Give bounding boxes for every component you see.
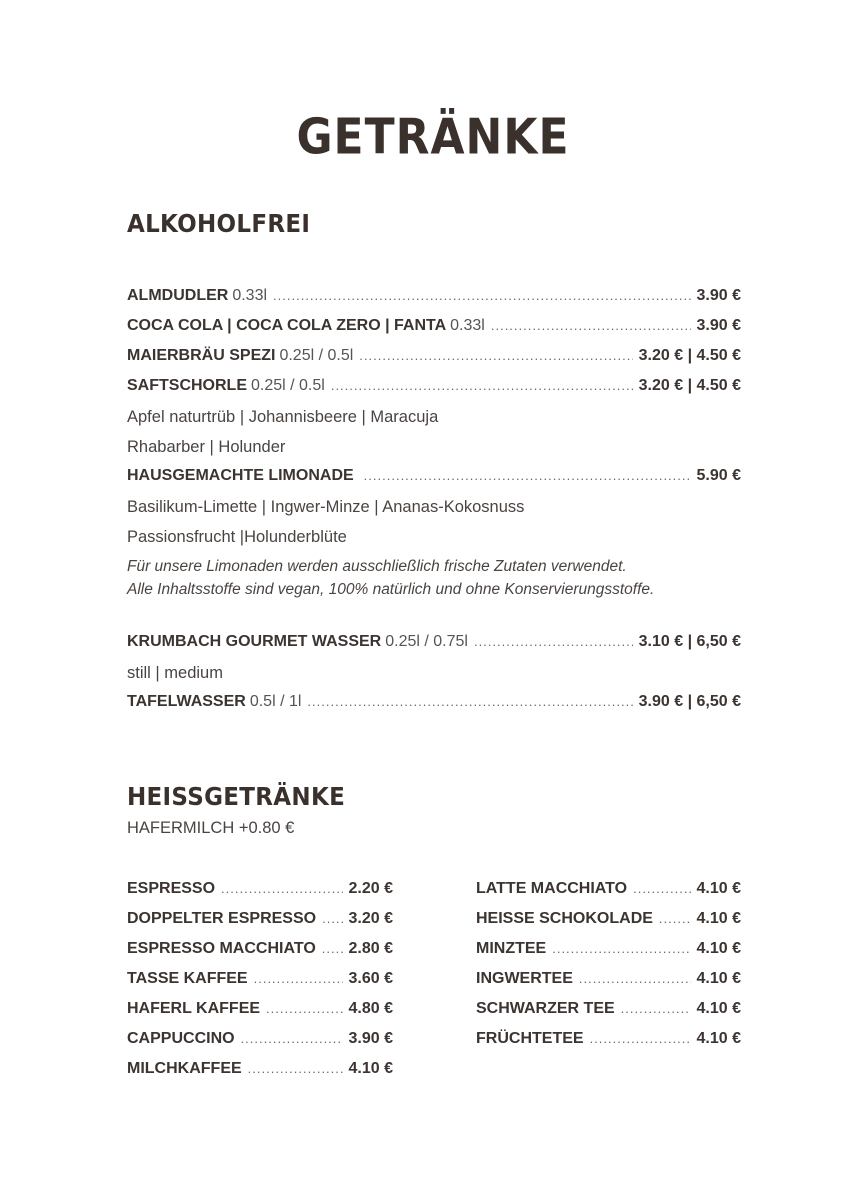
dot-leader — [273, 284, 690, 308]
item-price: 4.10 € — [696, 910, 741, 927]
dot-leader — [254, 967, 343, 991]
dot-leader — [552, 937, 690, 961]
dot-leader — [221, 877, 342, 901]
dot-leader — [322, 937, 343, 961]
item-name: SCHWARZER TEE — [476, 1000, 615, 1017]
item-size: 0.33l — [232, 287, 268, 304]
limonade-note: Alle Inhaltsstoffe sind vegan, 100% natürlich und ohne Konservierungsstoffe. — [127, 581, 655, 598]
dot-leader — [266, 997, 342, 1021]
item-name: HAUSGEMACHTE LIMONADE — [127, 467, 354, 484]
item-price: 3.20 € — [348, 910, 393, 927]
menu-item — [476, 967, 741, 991]
flavor-list: Passionsfrucht |Holunderblüte — [127, 528, 347, 546]
section-title-heissgetraenke: HEISSGETRÄNKE — [127, 783, 346, 812]
item-name: SAFTSCHORLE — [127, 377, 247, 394]
item-name: MAIERBRÄU SPEZI — [127, 347, 276, 364]
item-size: 0.25l / 0.5l — [279, 347, 354, 364]
item-price: 4.10 € — [696, 1030, 741, 1047]
menu-item — [127, 967, 393, 991]
item-price: 5.90 € — [696, 467, 741, 484]
item-name: HEISSE SCHOKOLADE — [476, 910, 653, 927]
item-size: 0.33l — [450, 317, 485, 334]
dot-leader — [359, 344, 632, 368]
item-price: 3.90 € — [696, 317, 741, 334]
menu-item — [127, 690, 741, 714]
item-price: 4.10 € — [696, 970, 741, 987]
item-name: DOPPELTER ESPRESSO — [127, 910, 317, 927]
menu-item — [476, 907, 741, 931]
menu-item — [476, 937, 741, 961]
menu-item — [127, 877, 393, 901]
menu-item — [127, 374, 741, 398]
item-price: 3.20 € | 4.50 € — [638, 347, 741, 364]
item-price: 2.20 € — [348, 880, 393, 897]
item-name: MILCHKAFFEE — [127, 1060, 242, 1077]
item-name: COCA COLA | COCA COLA ZERO | FANTA — [127, 317, 447, 334]
menu-item — [476, 1027, 741, 1051]
item-price: 3.90 € — [696, 287, 741, 304]
menu-item — [127, 314, 741, 338]
menu-item — [127, 907, 393, 931]
item-name: TAFELWASSER — [127, 693, 246, 710]
item-price: 3.90 € — [348, 1030, 393, 1047]
item-size: 0.5l / 1l — [249, 693, 302, 710]
menu-item — [127, 464, 741, 488]
menu-item — [127, 1027, 393, 1051]
item-name: CAPPUCCINO — [127, 1030, 235, 1047]
item-name: INGWERTEE — [476, 970, 573, 987]
menu-item — [127, 284, 741, 308]
menu-item — [127, 1057, 393, 1081]
menu-item — [476, 997, 741, 1021]
limonade-note: Für unsere Limonaden werden ausschließlich frische Zutaten verwendet. — [127, 558, 627, 575]
dot-leader — [241, 1027, 343, 1051]
item-name: ALMDUDLER — [127, 287, 229, 304]
dot-leader — [633, 877, 690, 901]
item-price: 3.60 € — [348, 970, 393, 987]
dot-leader — [590, 1027, 691, 1051]
item-name: KRUMBACH GOURMET WASSER — [127, 633, 382, 650]
item-size: 0.25l / 0.75l — [385, 633, 468, 650]
item-name: ESPRESSO MACCHIATO — [127, 940, 316, 957]
dot-leader — [364, 464, 691, 488]
item-price: 3.20 € | 4.50 € — [638, 377, 741, 394]
section-title-alkoholfrei: ALKOHOLFREI — [127, 210, 311, 239]
dot-leader — [579, 967, 691, 991]
item-name: LATTE MACCHIATO — [476, 880, 628, 897]
menu-item — [127, 997, 393, 1021]
menu-item — [127, 344, 741, 368]
menu-item — [476, 877, 741, 901]
item-name: MINZTEE — [476, 940, 547, 957]
item-price: 4.10 € — [696, 940, 741, 957]
dot-leader — [331, 374, 633, 398]
item-price: 2.80 € — [348, 940, 393, 957]
item-name: FRÜCHTETEE — [476, 1030, 584, 1047]
flavor-list: Apfel naturtrüb | Johannisbeere | Maracuja — [127, 408, 439, 426]
page-title: GETRÄNKE — [296, 108, 570, 167]
dot-leader — [621, 997, 691, 1021]
item-name: ESPRESSO — [127, 880, 216, 897]
item-size: 0.25l / 0.5l — [251, 377, 325, 394]
item-price: 4.10 € — [696, 1000, 741, 1017]
flavor-list: Rhabarber | Holunder — [127, 438, 286, 456]
dot-leader — [307, 690, 632, 714]
item-price: 3.90 € | 6,50 € — [638, 693, 741, 710]
item-price: 4.10 € — [696, 880, 741, 897]
dot-leader — [474, 630, 633, 654]
flavor-list: Basilikum-Limette | Ingwer-Minze | Ananas-Kokosnuss — [127, 498, 525, 516]
dot-leader — [659, 907, 691, 931]
menu-item — [127, 630, 741, 654]
item-name: TASSE KAFFEE — [127, 970, 248, 987]
item-name: HAFERL KAFFEE — [127, 1000, 261, 1017]
menu-item — [127, 937, 393, 961]
dot-leader — [248, 1057, 343, 1081]
dot-leader — [322, 907, 342, 931]
item-price: 3.10 € | 6,50 € — [638, 633, 741, 650]
wasser-options: still | medium — [127, 664, 223, 682]
item-price: 4.80 € — [348, 1000, 393, 1017]
hafermilch-note: HAFERMILCH +0.80 € — [127, 819, 295, 837]
dot-leader — [491, 314, 691, 338]
item-price: 4.10 € — [348, 1060, 393, 1077]
